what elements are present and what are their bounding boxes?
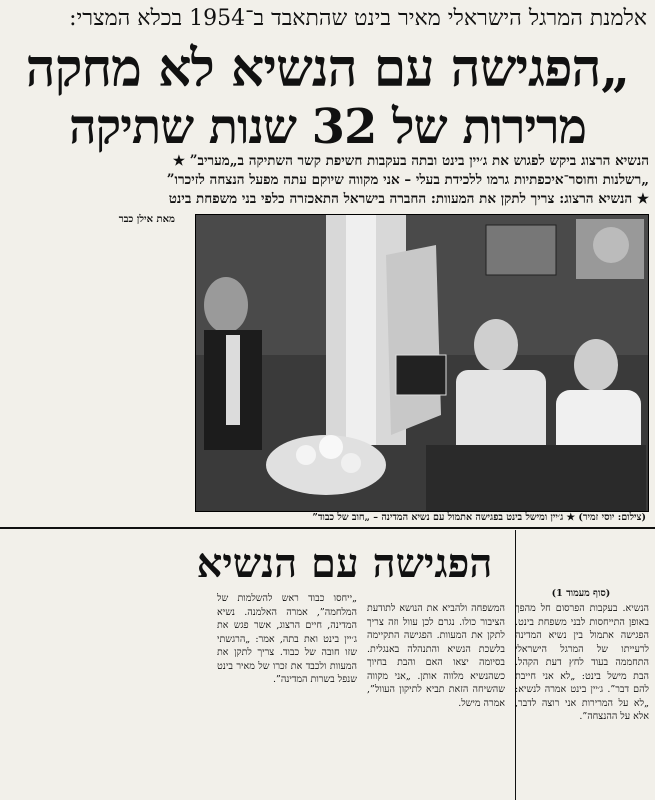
headline-line-1: „הפגישה עם הנשיא לא מחקה <box>25 38 630 99</box>
headline-line-2: מרירות של 32 שנות שתיקה <box>68 100 587 154</box>
continued-label: (סוף מעמוד 1) <box>551 588 611 599</box>
deck-line-3: ★ הנשיא הרצוג: צריך לתקן את המעוות: החברה בישראל התאכזרה כלפי בני משפחת בינט <box>168 191 649 207</box>
byline: מאת אילן כבר <box>118 214 175 225</box>
second-column-2: המשפחה ולהביא את הנושא לתודעת הציבור כולו. נגרם לכן עוול וזה צריך לתקן את המעוות. הפגישה התקיימה בלשכת הנשיא והתנהלה באנגלית. בסיומה יצאו האם והבת בחיוך כשהנשיא מלווה אותן. „אני מקווה שהשיחה הזאת תביא לתיקון העוול”, אמרה מישל. <box>367 603 505 709</box>
second-column-1: הנשיא. בעקבות הפרסום חל מהפך באופן התייחסות לבני משפחת בינט. הפגישה אתמול בין נשיא המדינה לרעייתו של המרגל הישראלי התחממה בעוד לחץ דעת הקהל. הבת מישל בינט: „לא אני חייבת להם דבר”. ג׳יין בינט אמרה לנשיא: „לא על המרירות אני רוצה לדבר, אלא על ההנצחה”. <box>515 603 649 722</box>
deck-line-1: הנשיא הרצוג ביקש לפגוש את ג׳יין בינט ובתה בעקבות חשיפת קשר השתיקה ב„מעריב” ★ <box>172 153 649 169</box>
kicker: אלמנת המרגל הישראלי מאיר בינט שהתאבד ב־1954 בכלא המצרי: <box>69 6 647 31</box>
second-headline: הפגישה עם הנשיא <box>196 540 493 587</box>
photo-credit: (צילום: יוסי זמיר) <box>578 512 646 523</box>
caption-text: ★ ג׳יין ומישל בינט בפגישה אתמול עם נשיא המדינה – „חוב של כבוד” <box>312 512 576 523</box>
second-column-3: „ייחסו כבוד ראש להשלמות של המלחמה”, אמרה האלמנה. נשיא המדינה, חיים הרצוג, אשר פגש את ג׳יין בינט ואת בתה, אמר: „הרגשתי שזו חובה של כבוד. צריך לתקן את המעוות ולכבד את זכרו של מאיר בינט שנפל בשרות המדינה”. <box>217 593 357 685</box>
section-divider <box>0 527 655 529</box>
news-photo <box>195 214 649 512</box>
photo-caption <box>200 512 646 523</box>
deck-line-2: „רשלנות וחוסר־איכפתיות גרמו ללכידת בעלי – אני מקווה שיוקם עתה מפעל הנצחה לזיכרו” <box>166 172 649 188</box>
blank-area <box>520 530 655 588</box>
photo-illustration <box>196 215 648 511</box>
